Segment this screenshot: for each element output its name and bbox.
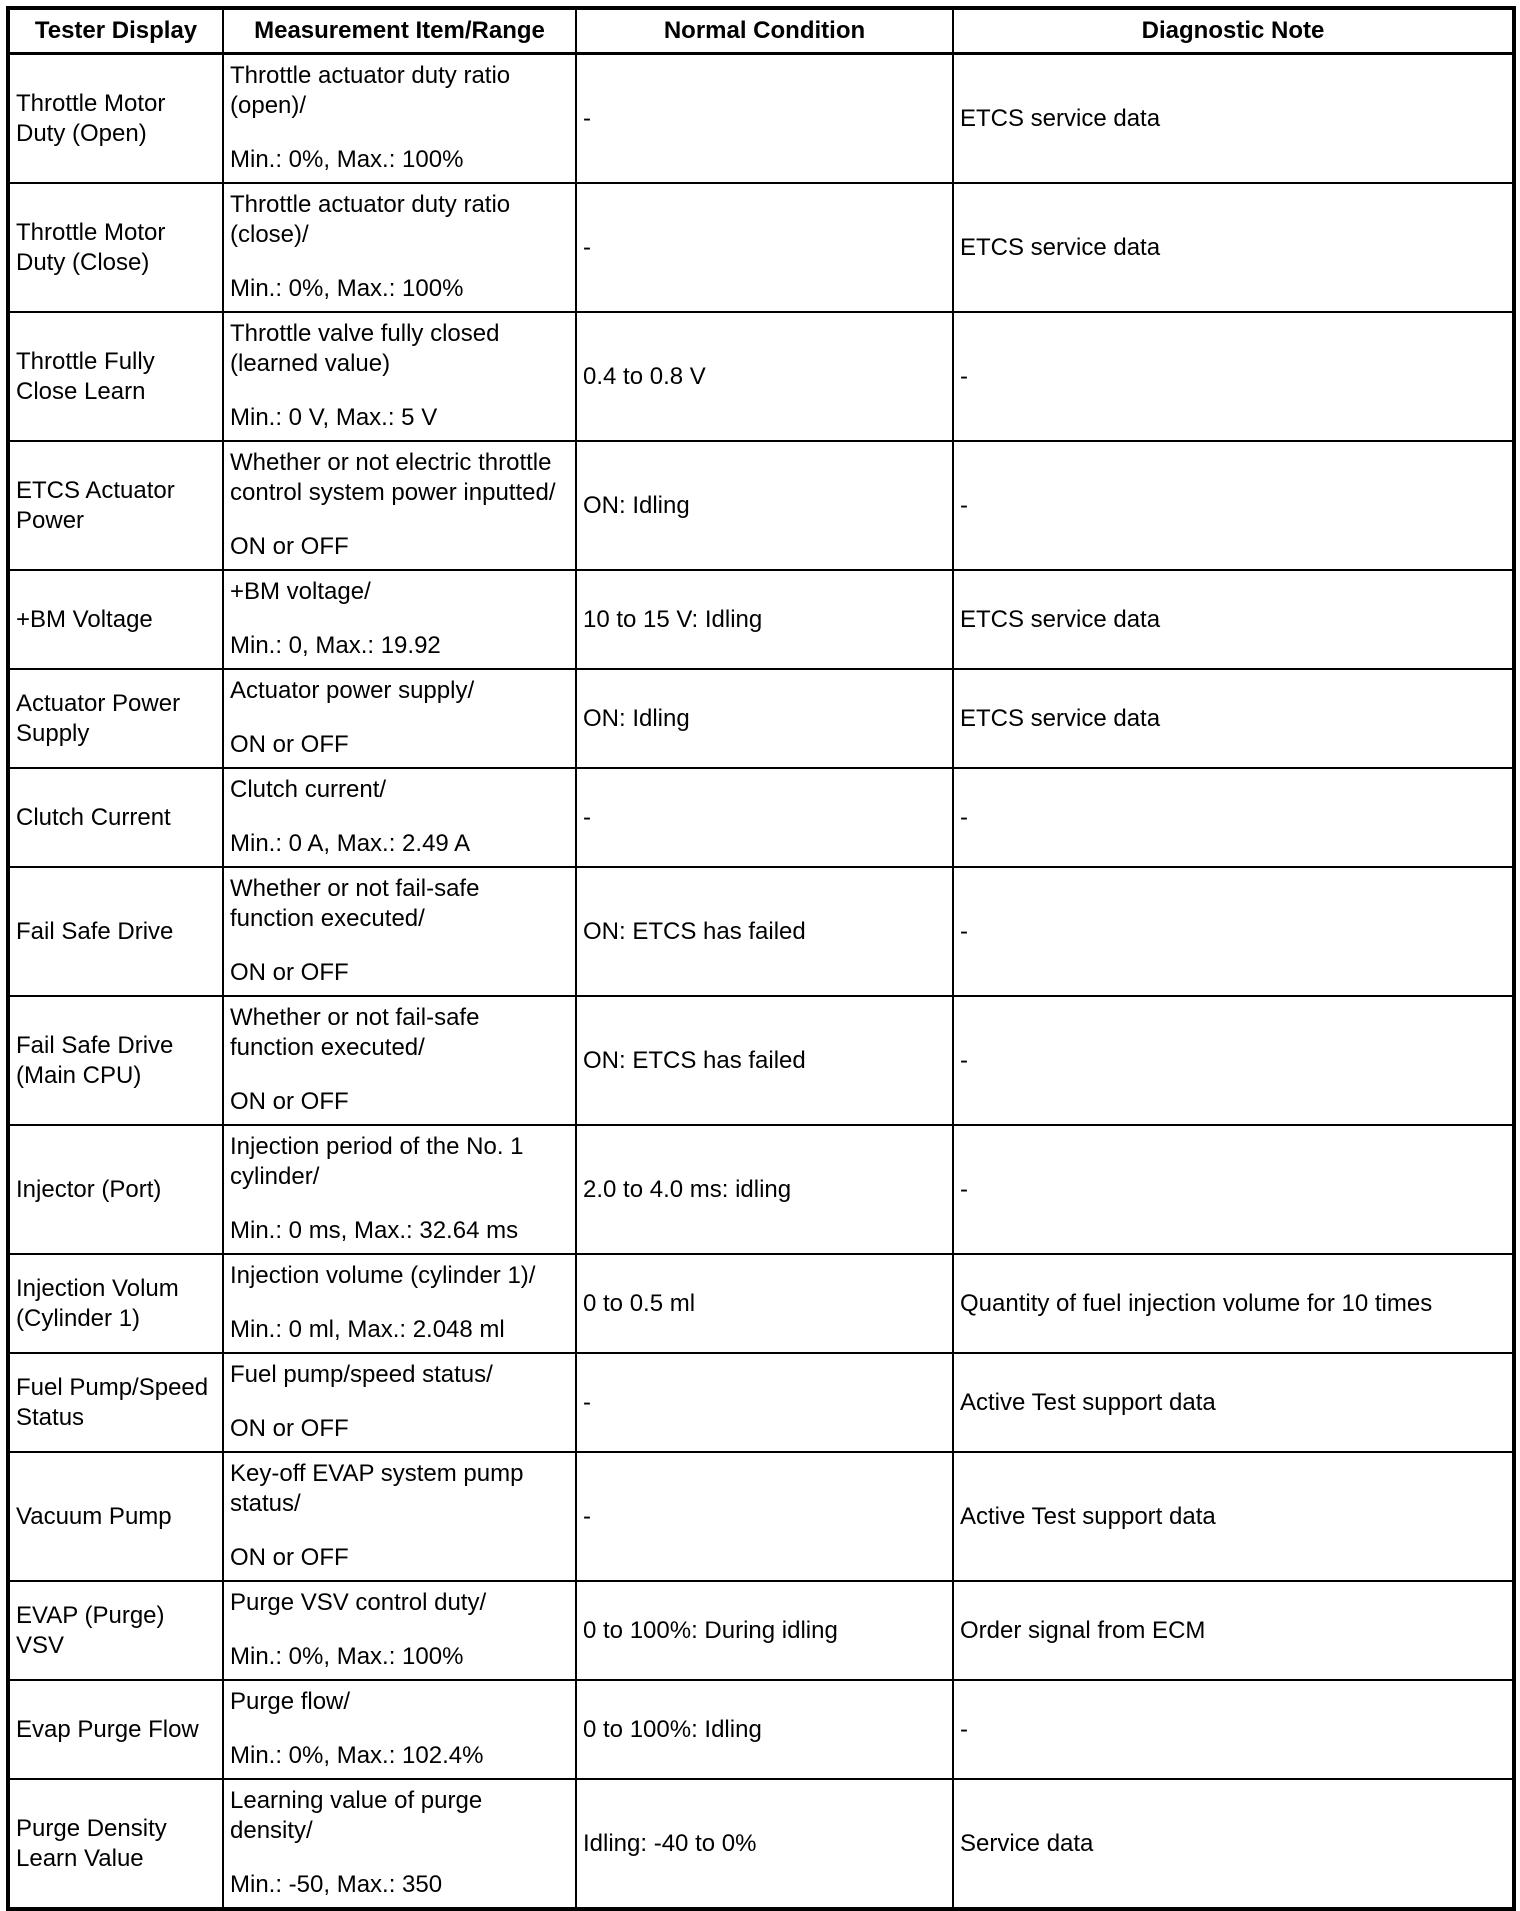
tester-display-cell: ETCS Actuator Power [8, 441, 223, 570]
spacer [230, 607, 569, 631]
table-row [8, 1353, 1514, 1452]
tester-display-cell: Throttle Motor Duty (Close) [8, 183, 223, 312]
measurement-item-text: Learning value of purge density/ [230, 1787, 483, 1844]
normal-condition-cell: Idling: -40 to 0% [576, 1779, 953, 1909]
measurement-item-text: Fuel pump/speed status/ [230, 1361, 493, 1388]
measurement-item-cell [223, 54, 576, 184]
measurement-item-cell [223, 1581, 576, 1680]
spacer [230, 1717, 569, 1741]
tester-display-cell: Evap Purge Flow [8, 1680, 223, 1779]
measurement-item-text: +BM voltage/ [230, 578, 371, 605]
measurement-range-text: ON or OFF [230, 1544, 349, 1571]
header-normal-condition: Normal Condition [576, 8, 953, 54]
spacer [230, 934, 569, 958]
measurement-item-cell [223, 1353, 576, 1452]
measurement-item-cell [223, 312, 576, 441]
measurement-item-text: Actuator power supply/ [230, 677, 475, 704]
spacer [230, 508, 569, 532]
diagnostic-note-cell: Active Test support data [953, 1452, 1514, 1581]
diagnostic-note-cell: ETCS service data [953, 183, 1514, 312]
table-row [8, 312, 1514, 441]
tester-display-cell: Injector (Port) [8, 1125, 223, 1254]
normal-condition-cell: - [576, 54, 953, 184]
table-row [8, 1680, 1514, 1779]
normal-condition-cell: - [576, 183, 953, 312]
diagnostic-note-cell: - [953, 768, 1514, 867]
data-list-table [6, 6, 1516, 1911]
measurement-range-text: ON or OFF [230, 1088, 349, 1115]
header-measurement-item: Measurement Item/Range [223, 8, 576, 54]
table-row [8, 768, 1514, 867]
normal-condition-cell: ON: ETCS has failed [576, 996, 953, 1125]
normal-condition-cell: - [576, 768, 953, 867]
table-row [8, 1125, 1514, 1254]
measurement-item-text: Purge flow/ [230, 1688, 351, 1715]
measurement-item-text: Whether or not fail-safe function executed/ [230, 1004, 480, 1061]
tester-display-cell: Fuel Pump/Speed Status [8, 1353, 223, 1452]
tester-display-cell: Injection Volum (Cylinder 1) [8, 1254, 223, 1353]
measurement-item-text: Purge VSV control duty/ [230, 1589, 487, 1616]
spacer [230, 379, 569, 403]
table-row [8, 669, 1514, 768]
diagnostic-note-cell: ETCS service data [953, 669, 1514, 768]
tester-display-cell: Fail Safe Drive (Main CPU) [8, 996, 223, 1125]
normal-condition-cell: 0 to 100%: During idling [576, 1581, 953, 1680]
normal-condition-cell: 0 to 100%: Idling [576, 1680, 953, 1779]
table-row [8, 867, 1514, 996]
tester-display-cell: Clutch Current [8, 768, 223, 867]
spacer [230, 1618, 569, 1642]
measurement-item-cell [223, 768, 576, 867]
data-list-sheet [6, 6, 1512, 1911]
table-row [8, 570, 1514, 669]
table-row [8, 1254, 1514, 1353]
measurement-range-text: Min.: 0%, Max.: 102.4% [230, 1742, 484, 1769]
measurement-item-text: Injection period of the No. 1 cylinder/ [230, 1133, 524, 1190]
diagnostic-note-cell: - [953, 312, 1514, 441]
header-row [8, 8, 1514, 54]
spacer [230, 706, 569, 730]
measurement-item-cell [223, 570, 576, 669]
spacer [230, 1390, 569, 1414]
normal-condition-cell: - [576, 1353, 953, 1452]
diagnostic-note-cell: - [953, 1125, 1514, 1254]
diagnostic-note-cell: - [953, 996, 1514, 1125]
normal-condition-cell: 10 to 15 V: Idling [576, 570, 953, 669]
measurement-range-text: Min.: 0 ml, Max.: 2.048 ml [230, 1316, 505, 1343]
measurement-range-text: Min.: 0%, Max.: 100% [230, 146, 464, 173]
measurement-item-cell [223, 996, 576, 1125]
measurement-range-text: Min.: 0 V, Max.: 5 V [230, 404, 438, 431]
spacer [230, 805, 569, 829]
measurement-item-cell [223, 669, 576, 768]
table-row [8, 996, 1514, 1125]
measurement-range-text: Min.: -50, Max.: 350 [230, 1871, 443, 1898]
measurement-range-text: Min.: 0, Max.: 19.92 [230, 632, 441, 659]
table-row [8, 54, 1514, 184]
tester-display-cell: Fail Safe Drive [8, 867, 223, 996]
measurement-item-text: Whether or not electric throttle control system power inputted/ [230, 449, 556, 506]
normal-condition-cell: 0.4 to 0.8 V [576, 312, 953, 441]
measurement-range-text: Min.: 0%, Max.: 100% [230, 1643, 464, 1670]
table-row [8, 1452, 1514, 1581]
normal-condition-cell: - [576, 1452, 953, 1581]
measurement-item-cell [223, 441, 576, 570]
measurement-item-cell [223, 867, 576, 996]
measurement-item-text: Clutch current/ [230, 776, 387, 803]
measurement-item-text: Whether or not fail-safe function executed/ [230, 875, 480, 932]
tester-display-cell: Throttle Motor Duty (Open) [8, 54, 223, 184]
spacer [230, 1291, 569, 1315]
spacer [230, 1519, 569, 1543]
normal-condition-cell: ON: Idling [576, 441, 953, 570]
diagnostic-note-cell: ETCS service data [953, 570, 1514, 669]
measurement-range-text: Min.: 0%, Max.: 100% [230, 275, 464, 302]
normal-condition-cell: ON: ETCS has failed [576, 867, 953, 996]
tester-display-cell: EVAP (Purge) VSV [8, 1581, 223, 1680]
tester-display-cell: Purge Density Learn Value [8, 1779, 223, 1909]
measurement-item-cell [223, 1452, 576, 1581]
tester-display-cell: Vacuum Pump [8, 1452, 223, 1581]
table-row [8, 1581, 1514, 1680]
table-row [8, 183, 1514, 312]
normal-condition-cell: 0 to 0.5 ml [576, 1254, 953, 1353]
spacer [230, 250, 569, 274]
measurement-item-text: Key-off EVAP system pump status/ [230, 1460, 524, 1517]
spacer [230, 121, 569, 145]
spacer [230, 1846, 569, 1870]
measurement-item-cell [223, 1254, 576, 1353]
diagnostic-note-cell: Order signal from ECM [953, 1581, 1514, 1680]
measurement-range-text: ON or OFF [230, 731, 349, 758]
measurement-item-text: Throttle actuator duty ratio (close)/ [230, 191, 511, 248]
table-row [8, 1779, 1514, 1909]
diagnostic-note-cell: Active Test support data [953, 1353, 1514, 1452]
diagnostic-note-cell: ETCS service data [953, 54, 1514, 184]
table-row [8, 441, 1514, 570]
header-diagnostic-note: Diagnostic Note [953, 8, 1514, 54]
measurement-item-text: Throttle valve fully closed (learned value) [230, 320, 500, 377]
measurement-range-text: Min.: 0 ms, Max.: 32.64 ms [230, 1217, 519, 1244]
diagnostic-note-cell: Quantity of fuel injection volume for 10 times [953, 1254, 1514, 1353]
spacer [230, 1192, 569, 1216]
normal-condition-cell: ON: Idling [576, 669, 953, 768]
measurement-item-cell [223, 1125, 576, 1254]
diagnostic-note-cell: - [953, 867, 1514, 996]
header-tester-display: Tester Display [8, 8, 223, 54]
measurement-range-text: ON or OFF [230, 533, 349, 560]
measurement-item-cell [223, 1680, 576, 1779]
spacer [230, 1063, 569, 1087]
measurement-item-cell [223, 183, 576, 312]
diagnostic-note-cell: Service data [953, 1779, 1514, 1909]
measurement-range-text: ON or OFF [230, 1415, 349, 1442]
tester-display-cell: Actuator Power Supply [8, 669, 223, 768]
measurement-range-text: Min.: 0 A, Max.: 2.49 A [230, 830, 471, 857]
measurement-range-text: ON or OFF [230, 959, 349, 986]
diagnostic-note-cell: - [953, 1680, 1514, 1779]
tester-display-cell: Throttle Fully Close Learn [8, 312, 223, 441]
measurement-item-text: Injection volume (cylinder 1)/ [230, 1262, 536, 1289]
measurement-item-text: Throttle actuator duty ratio (open)/ [230, 62, 511, 119]
tester-display-cell: +BM Voltage [8, 570, 223, 669]
measurement-item-cell [223, 1779, 576, 1909]
normal-condition-cell: 2.0 to 4.0 ms: idling [576, 1125, 953, 1254]
diagnostic-note-cell: - [953, 441, 1514, 570]
